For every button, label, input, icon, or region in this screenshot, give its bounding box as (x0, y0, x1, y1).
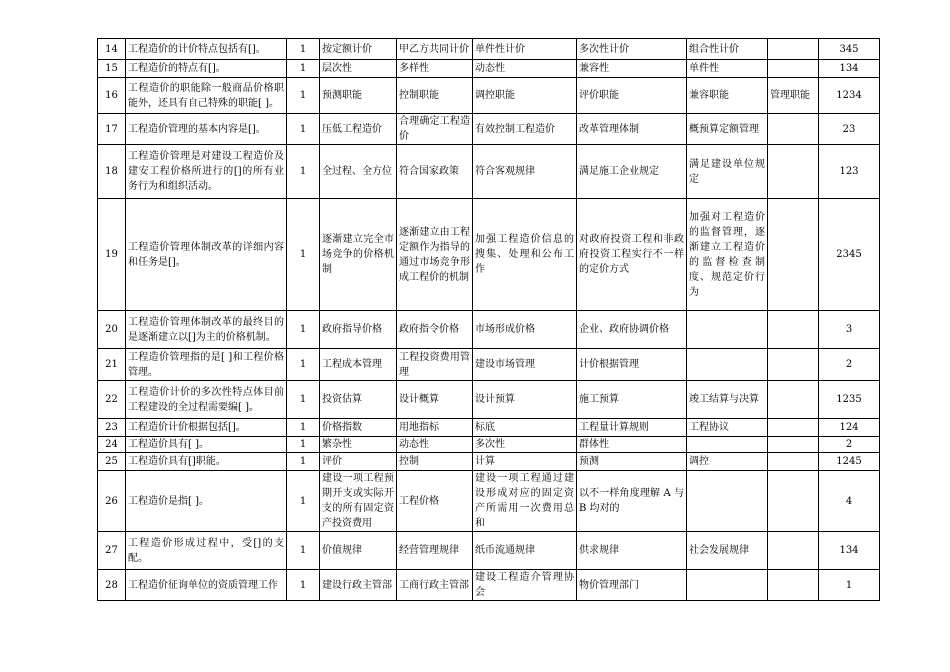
question-score: 1 (287, 78, 320, 114)
answer-cell: 2 (819, 437, 880, 453)
option-2: 动态性 (397, 437, 473, 453)
option-1: 繁杂性 (320, 437, 397, 453)
answer-cell: 2 (819, 349, 880, 381)
option-2: 经营管理规律 (397, 532, 473, 570)
option-3: 纸币流通规律 (473, 532, 577, 570)
answer-cell: 134 (819, 532, 880, 570)
question-text: 工程造价管理的基本内容是[]。 (126, 114, 287, 145)
question-text: 工程造价计价根据包括[]。 (126, 419, 287, 437)
option-4: 物价管理部门 (577, 570, 687, 601)
option-4: 企业、政府协调价格 (577, 311, 687, 349)
option-5 (687, 349, 768, 381)
option-4: 计价根据管理 (577, 349, 687, 381)
option-3: 建设工程造介管理协会 (473, 570, 577, 601)
option-5 (687, 471, 768, 532)
question-table (97, 38, 880, 601)
answer-cell: 23 (819, 114, 880, 145)
option-4: 多次性计价 (577, 39, 687, 60)
question-text: 工程造价形成过程中，受[]的支配。 (126, 532, 287, 570)
question-text: 工程造价的特点有[]。 (126, 60, 287, 78)
option-6 (768, 532, 819, 570)
option-2: 符合国家政策 (397, 145, 473, 199)
question-score: 1 (287, 471, 320, 532)
question-score: 1 (287, 39, 320, 60)
question-number: 26 (98, 471, 126, 532)
option-6 (768, 145, 819, 199)
question-number: 22 (98, 381, 126, 419)
option-3: 市场形成价格 (473, 311, 577, 349)
option-3: 调控职能 (473, 78, 577, 114)
option-6 (768, 60, 819, 78)
option-1: 价格指数 (320, 419, 397, 437)
option-2: 设计概算 (397, 381, 473, 419)
option-3: 建设一项工程通过建设形成对应的固定资产所需用一次费用总和 (473, 471, 577, 532)
question-text: 工程造价管理指的是[ ]和工程价格管理。 (126, 349, 287, 381)
option-1: 建设一项工程预期开支或实际开支的所有固定资产投资费用 (320, 471, 397, 532)
question-text: 工程造价计价的多次性特点体目前工程建设的全过程需要编[ ]。 (126, 381, 287, 419)
option-6: 管理职能 (768, 78, 819, 114)
option-2: 工程投资费用管理 (397, 349, 473, 381)
option-1: 按定额计价 (320, 39, 397, 60)
question-score: 1 (287, 349, 320, 381)
question-score: 1 (287, 419, 320, 437)
answer-cell: 1 (819, 570, 880, 601)
question-score: 1 (287, 311, 320, 349)
option-2: 工程价格 (397, 471, 473, 532)
table-row (98, 453, 880, 471)
question-text: 工程造价管理体制改革的详细内容和任务是[]。 (126, 199, 287, 311)
option-4: 施工预算 (577, 381, 687, 419)
table-row (98, 311, 880, 349)
answer-cell: 134 (819, 60, 880, 78)
option-5: 社会发展规律 (687, 532, 768, 570)
option-3: 设计预算 (473, 381, 577, 419)
option-4: 对政府投资工程和非政府投资工程实行不一样的定价方式 (577, 199, 687, 311)
option-6 (768, 199, 819, 311)
option-6 (768, 419, 819, 437)
option-1: 评价 (320, 453, 397, 471)
option-5: 工程协议 (687, 419, 768, 437)
option-4: 评价职能 (577, 78, 687, 114)
option-6 (768, 381, 819, 419)
option-1: 逐渐建立完全市场竞争的价格机制 (320, 199, 397, 311)
option-6 (768, 453, 819, 471)
question-score: 1 (287, 60, 320, 78)
answer-cell: 123 (819, 145, 880, 199)
option-5: 组合性计价 (687, 39, 768, 60)
option-1: 压低工程造价 (320, 114, 397, 145)
option-4: 以不一样角度理解 A 与 B 均对的 (577, 471, 687, 532)
option-4: 工程量计算规则 (577, 419, 687, 437)
table-row (98, 78, 880, 114)
option-5: 单件性 (687, 60, 768, 78)
question-score: 1 (287, 570, 320, 601)
table-row (98, 570, 880, 601)
question-number: 15 (98, 60, 126, 78)
question-number: 24 (98, 437, 126, 453)
option-3: 单件性计价 (473, 39, 577, 60)
answer-cell: 124 (819, 419, 880, 437)
option-6 (768, 471, 819, 532)
question-score: 1 (287, 381, 320, 419)
answer-cell: 4 (819, 471, 880, 532)
option-3: 建设市场管理 (473, 349, 577, 381)
option-5: 概预算定额管理 (687, 114, 768, 145)
option-1: 价值规律 (320, 532, 397, 570)
question-score: 1 (287, 437, 320, 453)
option-3: 标底 (473, 419, 577, 437)
option-2: 政府指令价格 (397, 311, 473, 349)
question-number: 21 (98, 349, 126, 381)
answer-cell: 1235 (819, 381, 880, 419)
option-4: 满足施工企业规定 (577, 145, 687, 199)
option-6 (768, 39, 819, 60)
option-4: 供求规律 (577, 532, 687, 570)
question-number: 23 (98, 419, 126, 437)
option-6 (768, 437, 819, 453)
option-6 (768, 114, 819, 145)
option-5: 满足建设单位规定 (687, 145, 768, 199)
answer-cell: 3 (819, 311, 880, 349)
option-1: 投资估算 (320, 381, 397, 419)
question-text: 工程造价征询单位的资质管理工作 (126, 570, 287, 601)
question-number: 25 (98, 453, 126, 471)
question-number: 17 (98, 114, 126, 145)
option-5 (687, 570, 768, 601)
option-2: 合理确定工程造价 (397, 114, 473, 145)
question-score: 1 (287, 114, 320, 145)
option-2: 甲乙方共同计价 (397, 39, 473, 60)
option-5 (687, 437, 768, 453)
table-row (98, 471, 880, 532)
option-2: 多样性 (397, 60, 473, 78)
option-1: 预测职能 (320, 78, 397, 114)
question-score: 1 (287, 453, 320, 471)
question-number: 20 (98, 311, 126, 349)
option-2: 控制 (397, 453, 473, 471)
option-3: 动态性 (473, 60, 577, 78)
question-score: 1 (287, 532, 320, 570)
option-3: 计算 (473, 453, 577, 471)
question-text: 工程造价的计价特点包括有[]。 (126, 39, 287, 60)
question-text: 工程造价是指[ ]。 (126, 471, 287, 532)
question-text: 工程造价具有[]职能。 (126, 453, 287, 471)
option-4: 改革管理体制 (577, 114, 687, 145)
question-text: 工程造价的职能除一般商品价格职能外，还具有自己特殊的职能[ ]。 (126, 78, 287, 114)
question-score: 1 (287, 145, 320, 199)
question-number: 19 (98, 199, 126, 311)
option-1: 工程成本管理 (320, 349, 397, 381)
question-number: 28 (98, 570, 126, 601)
question-number: 18 (98, 145, 126, 199)
answer-cell: 2345 (819, 199, 880, 311)
option-6 (768, 349, 819, 381)
option-6 (768, 570, 819, 601)
option-3: 符合客观规律 (473, 145, 577, 199)
option-4: 兼容性 (577, 60, 687, 78)
option-6 (768, 311, 819, 349)
question-text: 工程造价管理是对建设工程造价及建安工程价格所进行的[]的所有业务行为和组织活动。 (126, 145, 287, 199)
answer-cell: 1234 (819, 78, 880, 114)
option-1: 层次性 (320, 60, 397, 78)
option-3: 加强工程造价信息的搜集、处理和公布工作 (473, 199, 577, 311)
option-1: 全过程、全方位 (320, 145, 397, 199)
question-number: 14 (98, 39, 126, 60)
option-3: 有效控制工程造价 (473, 114, 577, 145)
table-row (98, 419, 880, 437)
answer-cell: 1245 (819, 453, 880, 471)
option-2: 逐渐建立由工程定额作为指导的通过市场竞争形成工程价的机制 (397, 199, 473, 311)
table-row (98, 349, 880, 381)
option-2: 用地指标 (397, 419, 473, 437)
question-text: 工程造价具有[ ]。 (126, 437, 287, 453)
option-5 (687, 311, 768, 349)
question-text: 工程造价管理体制改革的最终目的是逐渐建立以[]为主的价格机制。 (126, 311, 287, 349)
option-3: 多次性 (473, 437, 577, 453)
table-row (98, 437, 880, 453)
question-score: 1 (287, 199, 320, 311)
table-row (98, 114, 880, 145)
option-4: 群体性 (577, 437, 687, 453)
option-2: 工商行政主管部 (397, 570, 473, 601)
option-1: 建设行政主管部 (320, 570, 397, 601)
table-row (98, 199, 880, 311)
table-row (98, 60, 880, 78)
option-5: 兼容职能 (687, 78, 768, 114)
table-row (98, 381, 880, 419)
option-5: 加强对工程造价的监督管理，逐渐建立工程造价的监督检查制度、规范定价行为 (687, 199, 768, 311)
question-number: 27 (98, 532, 126, 570)
table-row (98, 145, 880, 199)
option-1: 政府指导价格 (320, 311, 397, 349)
answer-cell: 345 (819, 39, 880, 60)
question-number: 16 (98, 78, 126, 114)
option-5: 竣工结算与决算 (687, 381, 768, 419)
option-2: 控制职能 (397, 78, 473, 114)
table-row (98, 39, 880, 60)
option-5: 调控 (687, 453, 768, 471)
option-4: 预测 (577, 453, 687, 471)
table-row (98, 532, 880, 570)
